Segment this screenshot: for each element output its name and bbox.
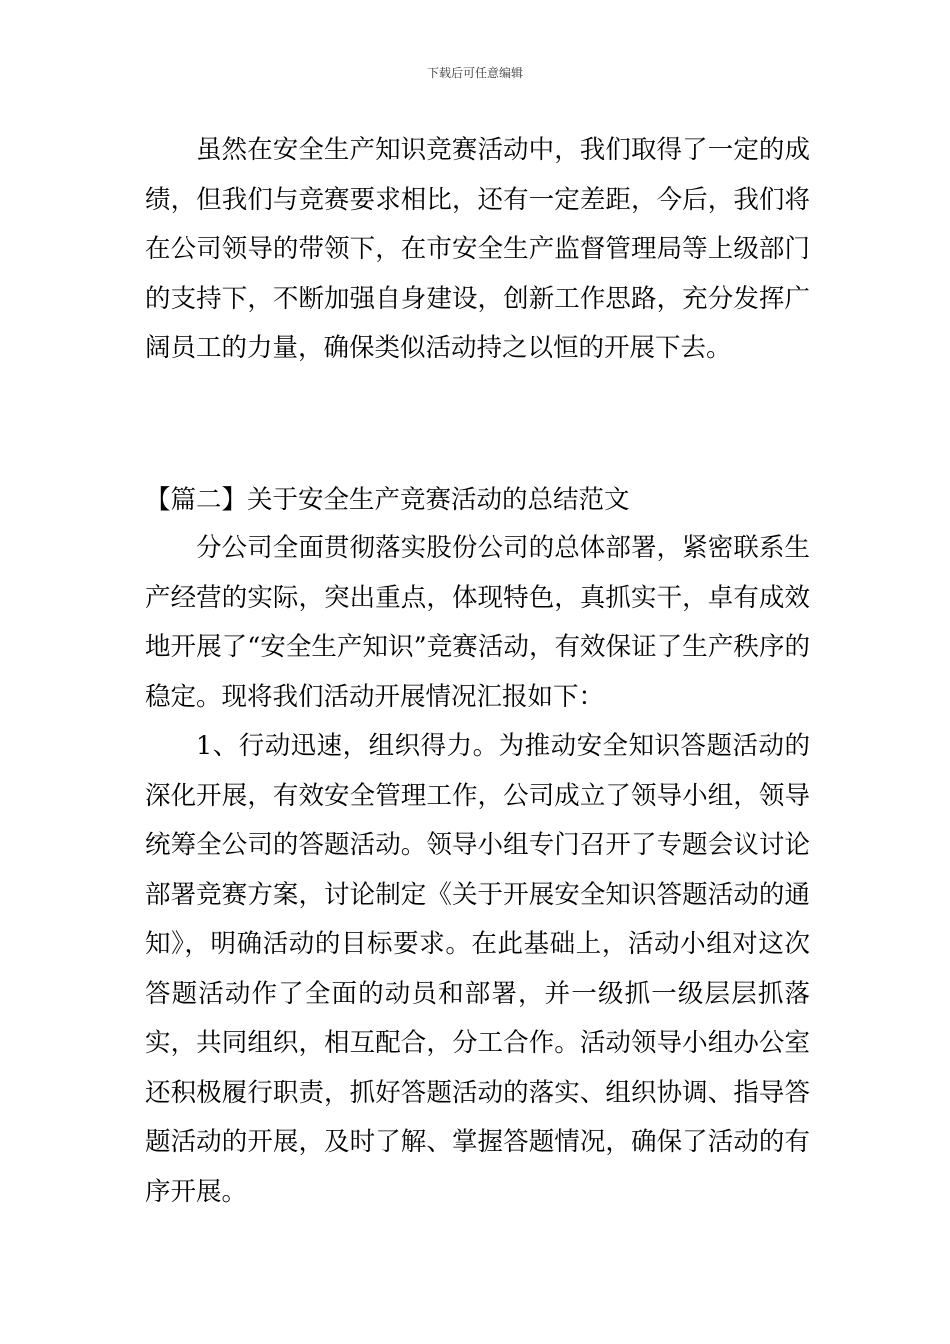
section-two-title: 【篇二】关于安全生产竞赛活动的总结范文	[145, 485, 630, 515]
page-header-note: 下载后可任意编辑	[426, 66, 523, 80]
paragraph: 虽然在安全生产知识竞赛活动中，我们取得了一定的成绩，但我们与竞赛要求相比，还有一定差距，今后，我们将在公司领导的带领下，在市安全生产监督管理局等上级部门的支持下，不断加强自身建设，创新工作思路，充分发挥广阔员工的力量，确保类似活动持之以恒的开展下去。	[145, 135, 810, 363]
section-two-body	[145, 524, 810, 1217]
section-one-body	[145, 126, 810, 374]
paragraph: 1、行动迅速，组织得力。为推动安全知识答题活动的深化开展，有效安全管理工作，公司成立了领导小组，领导统筹全公司的答题活动。领导小组专门召开了专题会议讨论部署竞赛方案，讨论制定《关于开展安全知识答题活动的通知》，明确活动的目标要求。在此基础上，活动小组对这次答题活动作了全面的动员和部署，并一级抓一级层层抓落实，共同组织，相互配合，分工合作。活动领导小组办公室还积极履行职责，抓好答题活动的落实、组织协调、指导答题活动的开展，及时了解、掌握答题情况，确保了活动的有序开展。	[145, 731, 810, 1207]
paragraph: 分公司全面贯彻落实股份公司的总体部署，紧密联系生产经营的实际，突出重点，体现特色，真抓实干，卓有成效地开展了“安全生产知识”竞赛活动，有效保证了生产秩序的稳定。现将我们活动开展情况汇报如下：	[145, 533, 810, 712]
